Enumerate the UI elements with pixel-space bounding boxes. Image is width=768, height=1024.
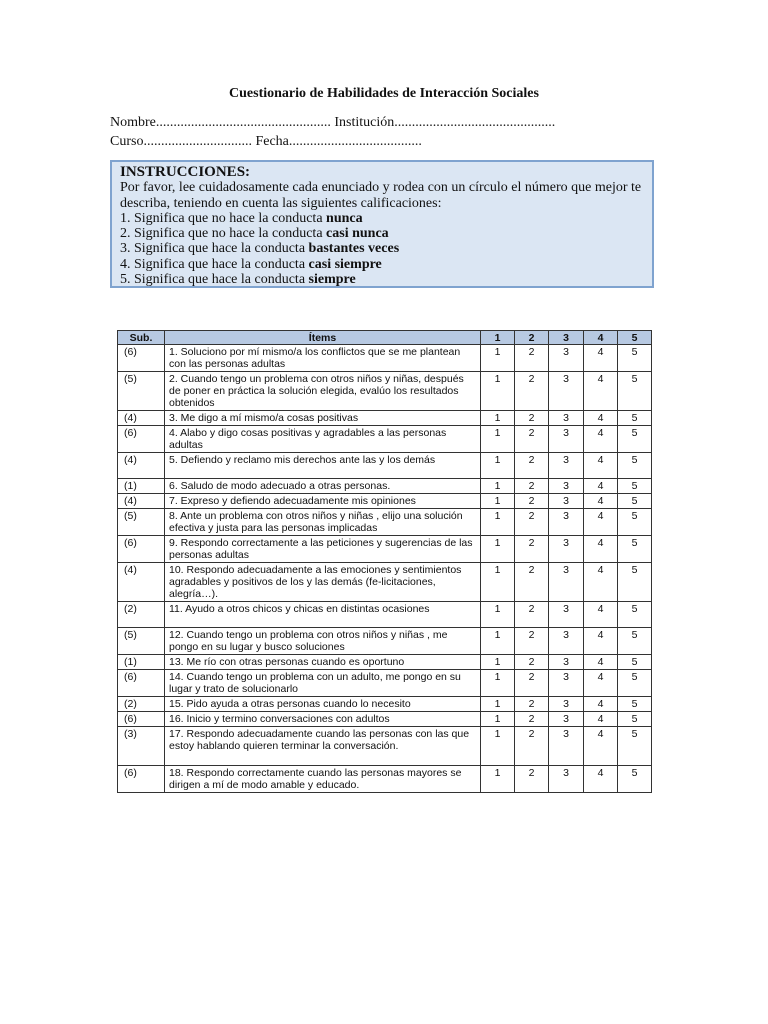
row-subscale: (4) [118, 453, 165, 479]
instructions-intro: Por favor, lee cuidadosamente cada enunciado y rodea con un círculo el número que mejor te describa, teniendo en cuenta las siguientes calificaciones: [120, 180, 642, 211]
rating-option-3[interactable]: 3 [549, 426, 584, 453]
rating-option-4[interactable]: 4 [584, 494, 618, 509]
table-row [118, 563, 652, 602]
rating-option-4[interactable]: 4 [584, 602, 618, 628]
rating-option-5[interactable]: 5 [618, 670, 652, 697]
scale-line: 1. Significa que no hace la conducta nunca [120, 210, 363, 226]
rating-option-3[interactable]: 3 [549, 509, 584, 536]
header-2: 2 [515, 331, 549, 345]
table-row [118, 536, 652, 563]
rating-option-4[interactable]: 4 [584, 426, 618, 453]
row-subscale: (5) [118, 372, 165, 411]
row-item-text: 1. Soluciono por mí mismo/a los conflictos que se me plantean con las personas adultas [165, 345, 481, 372]
rating-option-2[interactable]: 2 [515, 563, 549, 602]
institucion-field[interactable]: Institución.............................................. [334, 115, 556, 130]
row-subscale: (4) [118, 563, 165, 602]
row-item-text: 6. Saludo de modo adecuado a otras personas. [165, 479, 481, 494]
rating-option-4[interactable]: 4 [584, 372, 618, 411]
row-item-text: 10. Respondo adecuadamente a las emociones y sentimientos agradables y positivos de los y las demás (fe-licitaciones, alegría…). [165, 563, 481, 602]
rating-option-2[interactable]: 2 [515, 727, 549, 766]
table-row [118, 411, 652, 426]
rating-option-4[interactable]: 4 [584, 712, 618, 727]
row-item-text: 12. Cuando tengo un problema con otros niños y niñas , me pongo en su lugar y busco soluciones [165, 628, 481, 655]
table-row [118, 727, 652, 766]
rating-option-4[interactable]: 4 [584, 727, 618, 766]
questionnaire-table [117, 330, 652, 793]
rating-option-1[interactable]: 1 [481, 494, 515, 509]
rating-option-4[interactable]: 4 [584, 655, 618, 670]
instructions-box [110, 160, 654, 288]
rating-option-3[interactable]: 3 [549, 411, 584, 426]
rating-option-3[interactable]: 3 [549, 494, 584, 509]
header-items: Ítems [165, 331, 481, 345]
rating-option-4[interactable]: 4 [584, 628, 618, 655]
row-subscale: (6) [118, 536, 165, 563]
row-subscale: (6) [118, 670, 165, 697]
table-header-row [118, 331, 652, 345]
rating-option-4[interactable]: 4 [584, 563, 618, 602]
rating-option-3[interactable]: 3 [549, 372, 584, 411]
rating-option-4[interactable]: 4 [584, 670, 618, 697]
rating-option-1[interactable]: 1 [481, 766, 515, 793]
rating-option-3[interactable]: 3 [549, 563, 584, 602]
rating-option-1[interactable]: 1 [481, 712, 515, 727]
row-item-text: 9. Respondo correctamente a las peticiones y sugerencias de las personas adultas [165, 536, 481, 563]
row-item-text: 15. Pido ayuda a otras personas cuando lo necesito [165, 697, 481, 712]
rating-option-2[interactable]: 2 [515, 453, 549, 479]
table-row [118, 697, 652, 712]
rating-option-2[interactable]: 2 [515, 494, 549, 509]
header-4: 4 [584, 331, 618, 345]
rating-option-3[interactable]: 3 [549, 602, 584, 628]
rating-option-2[interactable]: 2 [515, 628, 549, 655]
row-subscale: (2) [118, 602, 165, 628]
rating-option-2[interactable]: 2 [515, 655, 549, 670]
rating-option-1[interactable]: 1 [481, 411, 515, 426]
rating-option-5[interactable]: 5 [618, 536, 652, 563]
table-row [118, 372, 652, 411]
rating-option-3[interactable]: 3 [549, 628, 584, 655]
table-row [118, 712, 652, 727]
rating-option-5[interactable]: 5 [618, 697, 652, 712]
rating-option-3[interactable]: 3 [549, 697, 584, 712]
rating-option-4[interactable]: 4 [584, 509, 618, 536]
rating-option-2[interactable]: 2 [515, 602, 549, 628]
scale-line: 4. Significa que hace la conducta casi siempre [120, 256, 382, 272]
rating-option-1[interactable]: 1 [481, 453, 515, 479]
rating-option-2[interactable]: 2 [515, 372, 549, 411]
row-subscale: (4) [118, 494, 165, 509]
row-item-text: 16. Inicio y termino conversaciones con adultos [165, 712, 481, 727]
rating-option-5[interactable]: 5 [618, 655, 652, 670]
rating-option-2[interactable]: 2 [515, 766, 549, 793]
row-subscale: (5) [118, 628, 165, 655]
rating-option-2[interactable]: 2 [515, 536, 549, 563]
rating-option-3[interactable]: 3 [549, 670, 584, 697]
rating-option-5[interactable]: 5 [618, 453, 652, 479]
table-row [118, 494, 652, 509]
row-subscale: (5) [118, 509, 165, 536]
fecha-field[interactable]: Fecha...................................... [255, 134, 422, 149]
row-item-text: 8. Ante un problema con otros niños y niñas , elijo una solución efectiva y justa para las personas implicadas [165, 509, 481, 536]
rating-option-2[interactable]: 2 [515, 697, 549, 712]
rating-option-5[interactable]: 5 [618, 727, 652, 766]
rating-option-4[interactable]: 4 [584, 345, 618, 372]
rating-option-1[interactable]: 1 [481, 655, 515, 670]
header-3: 3 [549, 331, 584, 345]
nombre-field[interactable]: Nombre.................................................. [110, 115, 331, 130]
rating-option-3[interactable]: 3 [549, 345, 584, 372]
rating-option-1[interactable]: 1 [481, 602, 515, 628]
rating-option-4[interactable]: 4 [584, 536, 618, 563]
row-item-text: 17. Respondo adecuadamente cuando las personas con las que estoy hablando quieren terminar la conversación. [165, 727, 481, 766]
table-row [118, 345, 652, 372]
rating-option-2[interactable]: 2 [515, 670, 549, 697]
rating-option-4[interactable]: 4 [584, 766, 618, 793]
rating-option-3[interactable]: 3 [549, 766, 584, 793]
row-subscale: (1) [118, 479, 165, 494]
rating-option-2[interactable]: 2 [515, 426, 549, 453]
rating-option-1[interactable]: 1 [481, 426, 515, 453]
row-item-text: 13. Me río con otras personas cuando es oportuno [165, 655, 481, 670]
row-item-text: 7. Expreso y defiendo adecuadamente mis opiniones [165, 494, 481, 509]
rating-option-3[interactable]: 3 [549, 479, 584, 494]
rating-option-2[interactable]: 2 [515, 479, 549, 494]
row-item-text: 14. Cuando tengo un problema con un adulto, me pongo en su lugar y trato de solucionarlo [165, 670, 481, 697]
row-subscale: (6) [118, 426, 165, 453]
instructions-heading: INSTRUCCIONES: [120, 164, 251, 180]
row-subscale: (6) [118, 345, 165, 372]
rating-option-2[interactable]: 2 [515, 345, 549, 372]
curso-field[interactable]: Curso............................... [110, 134, 252, 149]
row-subscale: (3) [118, 727, 165, 766]
row-subscale: (2) [118, 697, 165, 712]
rating-option-5[interactable]: 5 [618, 411, 652, 426]
rating-option-1[interactable]: 1 [481, 509, 515, 536]
row-item-text: 18. Respondo correctamente cuando las personas mayores se dirigen a mí de modo amable y educado. [165, 766, 481, 793]
rating-option-5[interactable]: 5 [618, 602, 652, 628]
table-row [118, 453, 652, 479]
row-item-text: 11. Ayudo a otros chicos y chicas en distintas ocasiones [165, 602, 481, 628]
table-row [118, 670, 652, 697]
row-subscale: (6) [118, 766, 165, 793]
table-row [118, 479, 652, 494]
table-body [118, 345, 652, 793]
rating-option-3[interactable]: 3 [549, 727, 584, 766]
rating-option-3[interactable]: 3 [549, 655, 584, 670]
page-title: Cuestionario de Habilidades de Interacción Sociales [229, 86, 539, 101]
rating-option-1[interactable]: 1 [481, 727, 515, 766]
rating-option-4[interactable]: 4 [584, 479, 618, 494]
row-subscale: (1) [118, 655, 165, 670]
rating-option-1[interactable]: 1 [481, 628, 515, 655]
table-row [118, 655, 652, 670]
table-row [118, 509, 652, 536]
row-subscale: (6) [118, 712, 165, 727]
rating-option-4[interactable]: 4 [584, 453, 618, 479]
table-row [118, 426, 652, 453]
row-item-text: 3. Me digo a mí mismo/a cosas positivas [165, 411, 481, 426]
rating-option-5[interactable]: 5 [618, 766, 652, 793]
table-row [118, 602, 652, 628]
rating-option-5[interactable]: 5 [618, 426, 652, 453]
rating-option-5[interactable]: 5 [618, 479, 652, 494]
rating-option-5[interactable]: 5 [618, 345, 652, 372]
rating-option-5[interactable]: 5 [618, 494, 652, 509]
rating-option-3[interactable]: 3 [549, 536, 584, 563]
rating-option-1[interactable]: 1 [481, 697, 515, 712]
rating-option-4[interactable]: 4 [584, 411, 618, 426]
scale-line: 5. Significa que hace la conducta siempre [120, 272, 356, 288]
rating-option-1[interactable]: 1 [481, 372, 515, 411]
row-item-text: 4. Alabo y digo cosas positivas y agradables a las personas adultas [165, 426, 481, 453]
course-date-line [110, 134, 422, 150]
rating-option-5[interactable]: 5 [618, 509, 652, 536]
scale-line: 2. Significa que no hace la conducta casi nunca [120, 226, 389, 242]
rating-option-4[interactable]: 4 [584, 697, 618, 712]
header-sub: Sub. [118, 331, 165, 345]
rating-option-2[interactable]: 2 [515, 411, 549, 426]
rating-option-1[interactable]: 1 [481, 536, 515, 563]
rating-option-5[interactable]: 5 [618, 628, 652, 655]
header-5: 5 [618, 331, 652, 345]
table-row [118, 766, 652, 793]
header-1: 1 [481, 331, 515, 345]
row-item-text: 2. Cuando tengo un problema con otros niños y niñas, después de poner en práctica la solución elegida, evalúo los resultados obtenidos [165, 372, 481, 411]
rating-option-1[interactable]: 1 [481, 670, 515, 697]
name-institution-line [110, 115, 555, 131]
rating-option-2[interactable]: 2 [515, 509, 549, 536]
scale-line: 3. Significa que hace la conducta bastantes veces [120, 241, 400, 257]
rating-option-5[interactable]: 5 [618, 712, 652, 727]
rating-option-1[interactable]: 1 [481, 479, 515, 494]
rating-option-2[interactable]: 2 [515, 712, 549, 727]
rating-option-3[interactable]: 3 [549, 712, 584, 727]
rating-option-5[interactable]: 5 [618, 563, 652, 602]
rating-option-3[interactable]: 3 [549, 453, 584, 479]
rating-option-5[interactable]: 5 [618, 372, 652, 411]
rating-option-1[interactable]: 1 [481, 563, 515, 602]
table-row [118, 628, 652, 655]
row-subscale: (4) [118, 411, 165, 426]
rating-option-1[interactable]: 1 [481, 345, 515, 372]
row-item-text: 5. Defiendo y reclamo mis derechos ante las y los demás [165, 453, 481, 479]
